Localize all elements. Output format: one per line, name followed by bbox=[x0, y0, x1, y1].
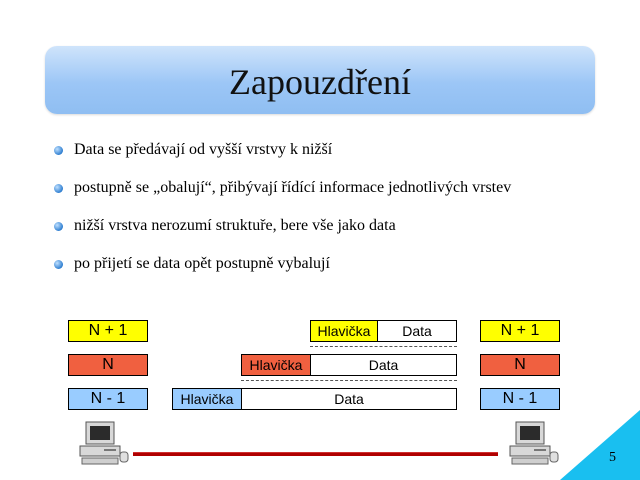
bullet-item bbox=[52, 138, 511, 176]
header-n-plus-1: Hlavička bbox=[310, 320, 378, 342]
left-layer-n-plus-1: N + 1 bbox=[68, 320, 148, 342]
bullet-item bbox=[52, 252, 511, 290]
title-banner bbox=[45, 46, 595, 114]
bullet-text: Data se předávají od vyšší vrstvy k nižší bbox=[74, 141, 333, 158]
data-n-plus-1: Data bbox=[377, 320, 457, 342]
data-n-minus-1: Data bbox=[241, 388, 457, 410]
bullet-item bbox=[52, 176, 511, 214]
left-layer-n: N bbox=[68, 354, 148, 376]
header-n-minus-1: Hlavička bbox=[172, 388, 242, 410]
bullet-dot-icon bbox=[54, 222, 63, 231]
bullet-list bbox=[52, 138, 511, 290]
slide-title: Zapouzdření bbox=[229, 62, 411, 102]
network-cable bbox=[133, 452, 498, 456]
divider-dashed bbox=[241, 380, 457, 381]
right-layer-n-minus-1: N - 1 bbox=[480, 388, 560, 410]
divider-dashed bbox=[310, 346, 457, 347]
corner-decoration bbox=[560, 410, 640, 480]
right-layer-n: N bbox=[480, 354, 560, 376]
bullet-text: po přijetí se data opět postupně vybalují bbox=[74, 255, 330, 272]
header-n: Hlavička bbox=[241, 354, 311, 376]
bullet-dot-icon bbox=[54, 146, 63, 155]
bullet-dot-icon bbox=[54, 184, 63, 193]
page-number: 5 bbox=[609, 450, 616, 465]
bullet-item bbox=[52, 214, 511, 252]
computer-icon bbox=[508, 420, 560, 466]
bullet-dot-icon bbox=[54, 260, 63, 269]
computer-icon bbox=[78, 420, 130, 466]
bullet-text: nižší vrstva nerozumí struktuře, bere vše jako data bbox=[74, 217, 396, 234]
data-n: Data bbox=[310, 354, 457, 376]
left-layer-n-minus-1: N - 1 bbox=[68, 388, 148, 410]
right-layer-n-plus-1: N + 1 bbox=[480, 320, 560, 342]
bullet-text: postupně se „obalují“, přibývají řídící informace jednotlivých vrstev bbox=[74, 179, 512, 196]
